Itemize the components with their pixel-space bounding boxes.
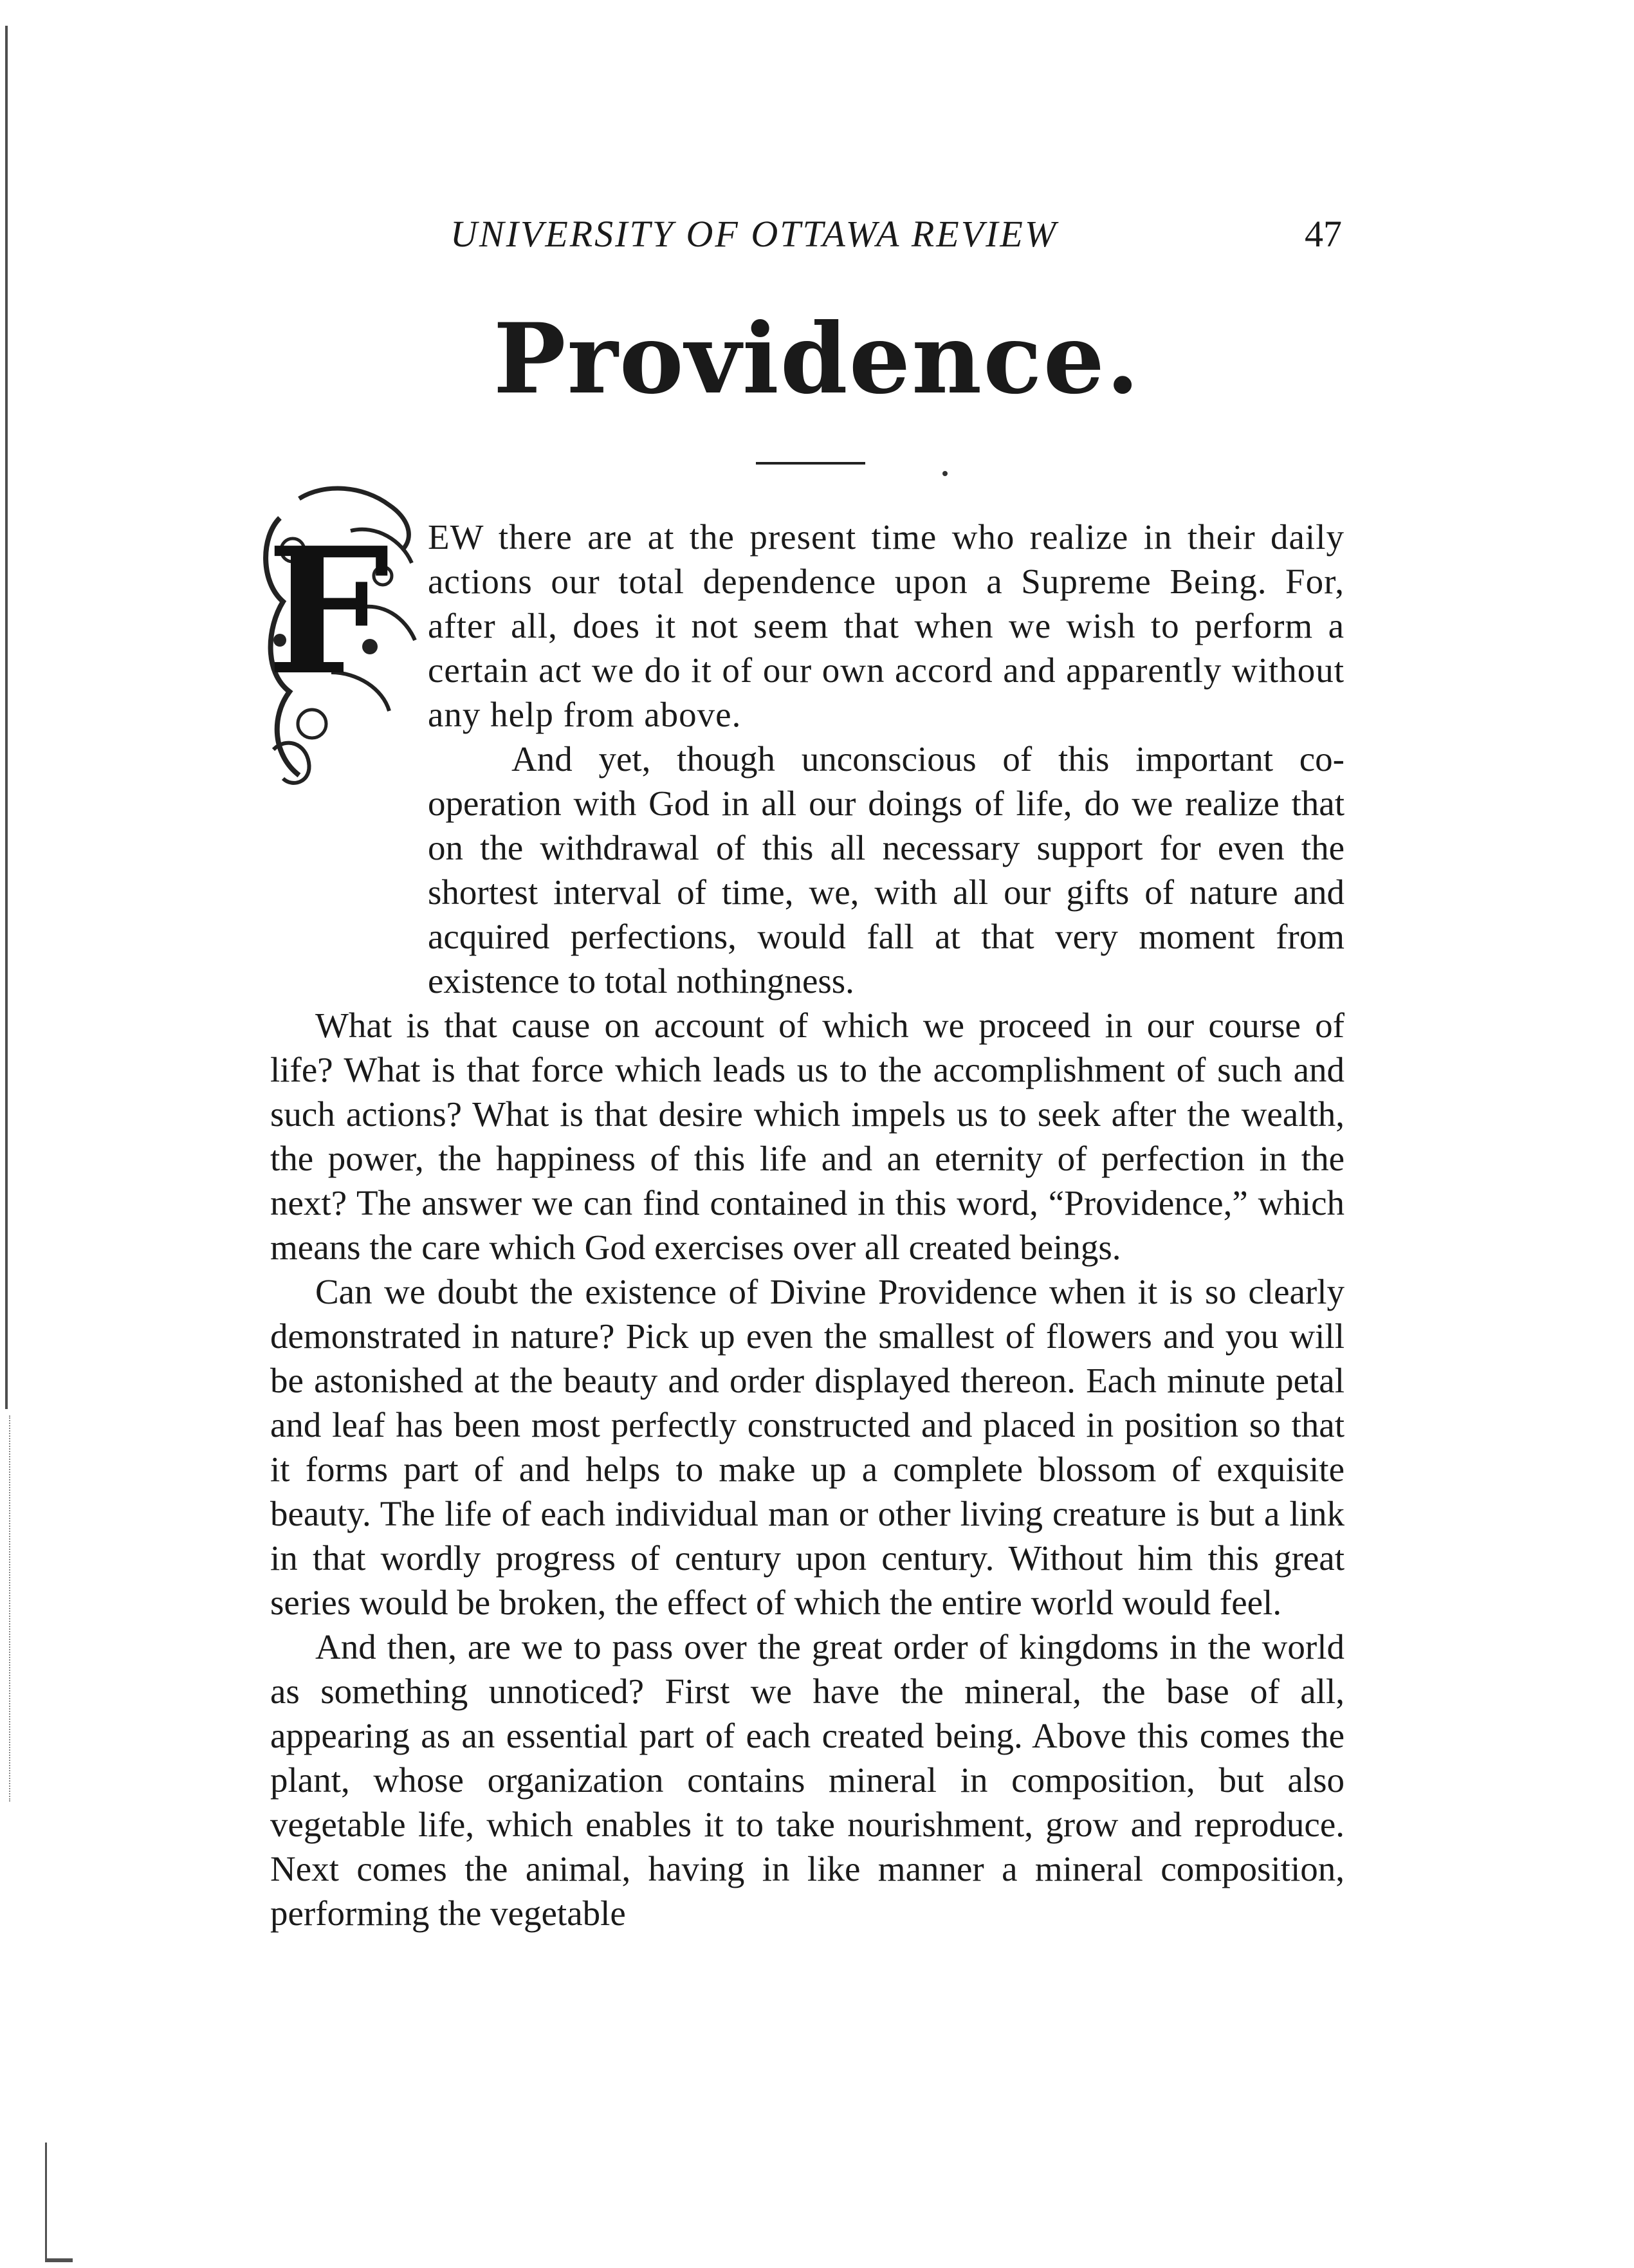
- running-head: UNIVERSITY OF OTTAWA REVIEW: [450, 213, 1058, 255]
- article-title: Providence.: [493, 302, 1141, 416]
- title-rule: [756, 462, 865, 465]
- scan-corner-mark: [45, 2143, 73, 2262]
- scan-page-edge: [5, 26, 12, 1409]
- paragraph-3: What is that cause on account of which we proceed in our course of life? What is that force which leads us to the accomplishment of such and such actions? What is that desire which impels us to seek after the wealth, the power, the happiness of this life and an eternity of perfection in the next? The answer we can find contained in this word, “Providence,” which means the care which God exercises over all created beings.: [270, 1006, 1345, 1267]
- paragraph-5: And then, are we to pass over the great order of kingdoms in the world as something unnoticed? First we have the mineral, the base of all, appearing as an essential part of each created being. Above this comes the plant, whose organization contains mineral in composition, but also vegetable life, which enables it to take nourishment, grow and reproduce. Next comes the animal, having in like manner a mineral composition, performing the vegetable: [270, 1627, 1345, 1933]
- paragraph-2: [428, 737, 1345, 1003]
- paragraph-4: Can we doubt the existence of Divine Providence when it is so clearly demonstrated in nature? Pick up even the smallest of flowers and you will be astonished at the beauty and order displayed thereon. Each minute petal and leaf has been most perfectly constructed and placed in position so that it forms part of and helps to make up a complete blossom of exquisite beauty. The life of each individual man or other living creature is but a link in that wordly progress of century upon century. Without him this great series would be broken, the effect of which the entire world would feel.: [270, 1272, 1345, 1622]
- paragraph-opening: EW there are at the present time who realize in their daily actions our total dependence upon a Supreme Being. For, after all, does it not seem that when we wish to perform a certain act we do it of our own accord and apparently without any help from above.: [428, 517, 1345, 734]
- page-number: 47: [1305, 213, 1342, 255]
- stray-ink-dot: [942, 471, 948, 476]
- drop-cap-letter: F: [266, 509, 390, 714]
- article-body: [270, 515, 1345, 1935]
- paragraph-2-text: And yet, though unconscious of this important co-operation with God in all our doings of life, do we realize that on the withdrawal of this all necessary support for even the shortest interval of time, we, with all our gifts of nature and acquired perfections, would fall at that very moment from existence to total nothingness.: [428, 739, 1345, 1000]
- scan-edge-speckle: [9, 1415, 12, 1802]
